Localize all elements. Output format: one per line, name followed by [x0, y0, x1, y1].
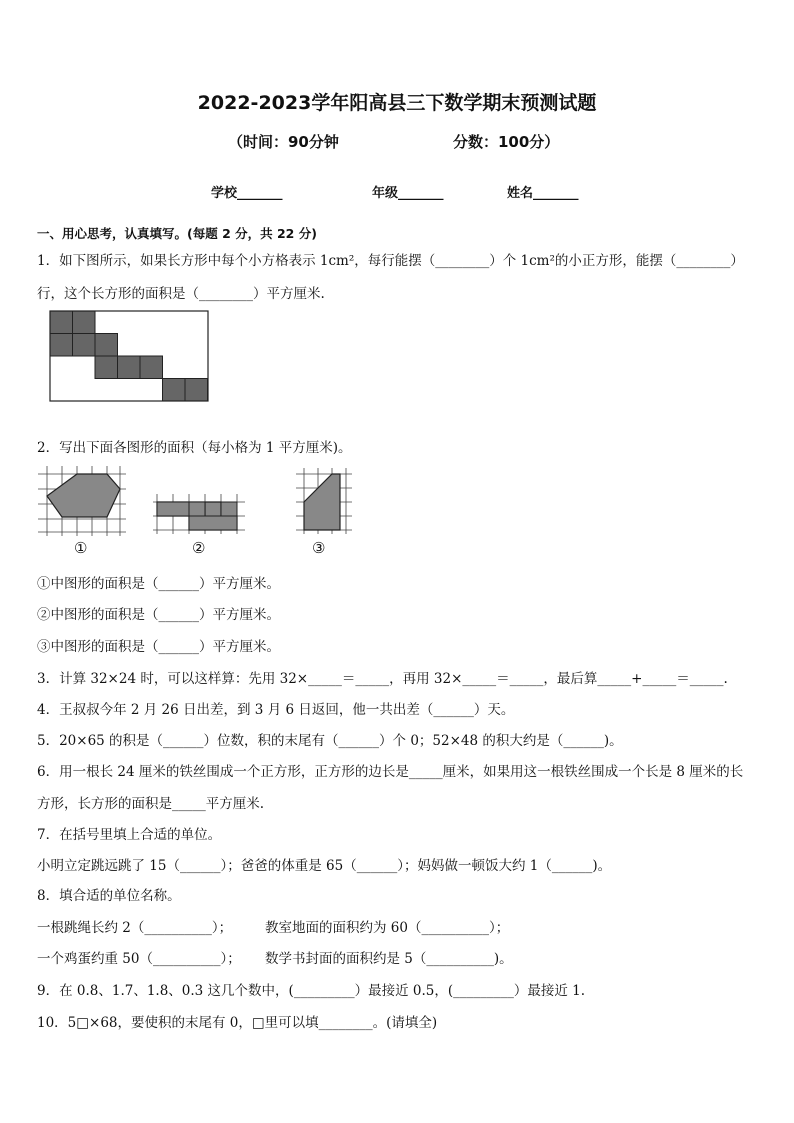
figure-3-caption: ③ — [312, 539, 326, 557]
stepped-shape-top — [157, 502, 189, 516]
exam-time: （时间：90分钟 — [228, 133, 339, 151]
question-2-answer-1: ①中图形的面积是（______）平方厘米。 — [37, 576, 280, 592]
shaded-square — [95, 334, 118, 357]
question-10: 10．5□×68，要使积的末尾有 0，□里可以填________。(请填全) — [37, 1015, 438, 1031]
figure-3-grid — [296, 468, 352, 534]
name-field[interactable]: 姓名_______ — [507, 186, 579, 201]
question-7: 7．在括号里填上合适的单位。 — [37, 827, 222, 843]
question-8-item-b: 教室地面的面积约为 60（__________）； — [265, 920, 510, 936]
shaded-square — [73, 334, 96, 357]
figure-1-grid — [38, 466, 126, 536]
question-8: 8．填合适的单位名称。 — [37, 888, 181, 904]
shaded-square — [185, 379, 208, 402]
question-2-answer-2: ②中图形的面积是（______）平方厘米。 — [37, 607, 280, 623]
question-8-item-c: 一个鸡蛋约重 50（__________）； — [37, 951, 241, 967]
stepped-shape-mid — [189, 502, 205, 516]
figure-2-caption: ② — [192, 539, 206, 557]
shaded-square — [50, 334, 73, 357]
question-2-answer-3: ③中图形的面积是（______）平方厘米。 — [37, 639, 280, 655]
question-7-line: 小明立定跳远跳了 15（______）；爸爸的体重是 65（______）；妈妈做一顿饭大约 1（______)。 — [37, 858, 612, 874]
question-9: 9．在 0.8、1.7、1.8、0.3 这几个数中，(_________）最接近 0.5，(_________）最接近 1. — [37, 983, 586, 999]
shaded-square — [118, 356, 141, 379]
figure-2-grid — [153, 494, 245, 534]
question-2: 2．写出下面各图形的面积（每小格为 1 平方厘米)。 — [37, 440, 352, 456]
rectangle-grid-figure — [50, 311, 210, 403]
shaded-square — [163, 379, 186, 402]
question-8-item-a: 一根跳绳长约 2（__________）； — [37, 920, 233, 936]
stepped-shape-bottom — [189, 516, 237, 530]
question-5: 5．20×65 的积是（______）位数，积的末尾有（______）个 0；52×48 的积大约是（______)。 — [37, 733, 623, 749]
question-1-line-2: 行，这个长方形的面积是（________）平方厘米. — [37, 286, 325, 302]
question-4: 4．王叔叔今年 2 月 26 日出差，到 3 月 6 日返回，他一共出差（______）天。 — [37, 702, 515, 718]
stepped-shape-right — [221, 502, 237, 516]
question-6-line-2: 方形，长方形的面积是_____平方厘米. — [37, 796, 265, 812]
section-heading: 一、用心思考，认真填写。(每题 2 分，共 22 分) — [37, 226, 317, 241]
shaded-square — [95, 356, 118, 379]
question-3: 3．计算 32×24 时，可以这样算：先用 32×_____＝_____，再用 32×_____＝_____，最后算_____+_____＝_____. — [37, 671, 728, 687]
page-title: 2022-2023学年阳高县三下数学期末预测试题 — [197, 92, 597, 114]
shaded-square — [140, 356, 163, 379]
question-6-line-1: 6．用一根长 24 厘米的铁丝围成一个正方形，正方形的边长是_____厘米，如果用这一根铁丝围成一个长是 8 厘米的长 — [37, 764, 744, 780]
question-8-item-d: 数学书封面的面积约是 5（__________)。 — [265, 951, 513, 967]
school-field[interactable]: 学校_______ — [211, 186, 283, 201]
figure-1-caption: ① — [74, 539, 88, 557]
shaded-square — [50, 311, 73, 334]
exam-score: 分数：100分） — [453, 133, 560, 151]
trapezoid-shape — [304, 474, 340, 530]
shaded-square — [73, 311, 96, 334]
grade-field[interactable]: 年级_______ — [372, 186, 444, 201]
hexagon-shape — [47, 474, 120, 517]
question-1-line-1: 1．如下图所示，如果长方形中每个小方格表示 1cm²，每行能摆（________）个 1cm²的小正方形，能摆（________） — [37, 253, 744, 269]
